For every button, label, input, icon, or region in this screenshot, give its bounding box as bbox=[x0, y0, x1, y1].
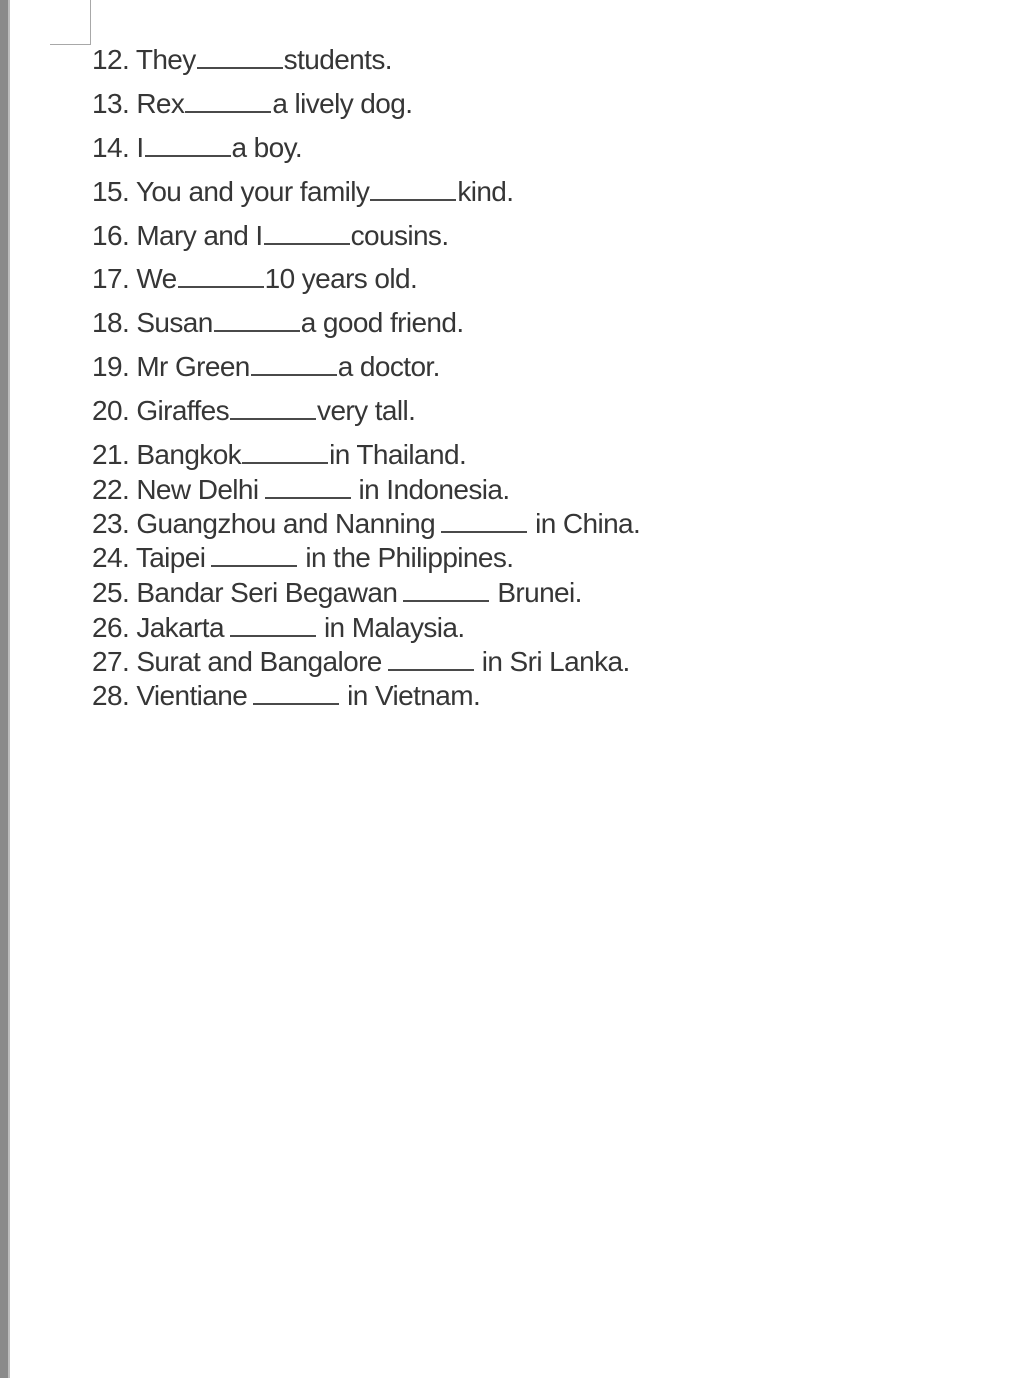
item-number: 19. bbox=[92, 351, 130, 382]
item-number: 17. bbox=[92, 263, 130, 294]
exercise-item bbox=[92, 176, 513, 208]
exercise-item bbox=[92, 680, 480, 712]
item-text-before: Rex bbox=[136, 88, 185, 119]
exercise-item bbox=[92, 577, 582, 609]
exercise-item bbox=[92, 542, 513, 574]
item-number: 23. bbox=[92, 508, 130, 539]
exercise-item bbox=[92, 474, 510, 506]
item-text-after: cousins. bbox=[350, 220, 449, 251]
answer-blank[interactable] bbox=[214, 308, 300, 332]
item-number: 28. bbox=[92, 680, 130, 711]
item-text-after: 10 years old. bbox=[264, 263, 418, 294]
item-number: 20. bbox=[92, 395, 130, 426]
item-text-before: They bbox=[135, 44, 196, 75]
item-number: 21. bbox=[92, 439, 130, 470]
window-left-border bbox=[0, 0, 8, 1378]
item-text-after: very tall. bbox=[317, 395, 416, 426]
answer-blank[interactable] bbox=[403, 578, 489, 602]
exercise-item bbox=[92, 508, 640, 540]
item-text-after: in Malaysia. bbox=[323, 612, 465, 643]
item-number: 25. bbox=[92, 577, 130, 608]
answer-blank[interactable] bbox=[211, 543, 297, 567]
answer-blank[interactable] bbox=[265, 475, 351, 499]
item-text-after: in Sri Lanka. bbox=[481, 646, 630, 677]
item-text-after: in the Philippines. bbox=[305, 542, 514, 573]
item-text-before: Mary and I bbox=[136, 220, 263, 251]
answer-blank[interactable] bbox=[264, 221, 350, 245]
item-number: 27. bbox=[92, 646, 130, 677]
exercise-item bbox=[92, 612, 465, 644]
item-number: 26. bbox=[92, 612, 130, 643]
exercise-item bbox=[92, 44, 392, 76]
item-text-before: Jakarta bbox=[136, 612, 224, 643]
item-number: 24. bbox=[92, 542, 130, 573]
item-text-after: a boy. bbox=[231, 132, 303, 163]
item-number: 16. bbox=[92, 220, 130, 251]
item-number: 12. bbox=[92, 44, 130, 75]
answer-blank[interactable] bbox=[230, 613, 316, 637]
answer-blank[interactable] bbox=[253, 681, 339, 705]
item-text-before: Vientiane bbox=[136, 680, 248, 711]
item-text-after: Brunei. bbox=[497, 577, 582, 608]
item-number: 14. bbox=[92, 132, 130, 163]
exercise-item bbox=[92, 88, 412, 120]
item-text-after: a lively dog. bbox=[272, 88, 413, 119]
item-text-after: in Indonesia. bbox=[358, 474, 510, 505]
answer-blank[interactable] bbox=[230, 396, 316, 420]
document-page bbox=[10, 0, 1024, 1378]
item-text-before: Guangzhou and Nanning bbox=[136, 508, 436, 539]
item-text-before: Mr Green bbox=[136, 351, 250, 382]
item-text-before: Surat and Bangalore bbox=[136, 646, 382, 677]
item-number: 15. bbox=[92, 176, 130, 207]
item-text-after: in Thailand. bbox=[329, 439, 467, 470]
item-text-after: in Vietnam. bbox=[347, 680, 481, 711]
exercise-item bbox=[92, 351, 440, 383]
item-text-before: I bbox=[136, 132, 144, 163]
item-text-before: We bbox=[136, 263, 177, 294]
item-text-before: Bangkok bbox=[136, 439, 242, 470]
exercise-item bbox=[92, 439, 466, 471]
answer-blank[interactable] bbox=[145, 133, 231, 157]
exercise-item bbox=[92, 263, 417, 295]
exercise-item bbox=[92, 646, 630, 678]
item-text-before: You and your family bbox=[135, 176, 370, 207]
answer-blank[interactable] bbox=[388, 647, 474, 671]
margin-corner-mark-vertical bbox=[90, 0, 91, 44]
answer-blank[interactable] bbox=[185, 89, 271, 113]
exercise-item bbox=[92, 132, 302, 164]
item-text-after: in China. bbox=[535, 508, 641, 539]
exercise-item bbox=[92, 395, 415, 427]
exercise-item bbox=[92, 307, 464, 339]
answer-blank[interactable] bbox=[441, 509, 527, 533]
exercise-item bbox=[92, 220, 449, 252]
item-text-after: a good friend. bbox=[300, 307, 464, 338]
item-number: 22. bbox=[92, 474, 130, 505]
answer-blank[interactable] bbox=[242, 440, 328, 464]
item-text-after: students. bbox=[283, 44, 392, 75]
item-text-before: Bandar Seri Begawan bbox=[136, 577, 398, 608]
item-text-before: Taipei bbox=[135, 542, 206, 573]
item-text-after: kind. bbox=[457, 176, 514, 207]
item-text-before: Susan bbox=[136, 307, 213, 338]
answer-blank[interactable] bbox=[178, 264, 264, 288]
answer-blank[interactable] bbox=[197, 45, 283, 69]
margin-corner-mark-horizontal bbox=[50, 44, 91, 45]
item-number: 13. bbox=[92, 88, 130, 119]
answer-blank[interactable] bbox=[370, 177, 456, 201]
item-text-before: New Delhi bbox=[136, 474, 259, 505]
item-text-before: Giraffes bbox=[136, 395, 230, 426]
answer-blank[interactable] bbox=[251, 352, 337, 376]
item-number: 18. bbox=[92, 307, 130, 338]
item-text-after: a doctor. bbox=[337, 351, 440, 382]
